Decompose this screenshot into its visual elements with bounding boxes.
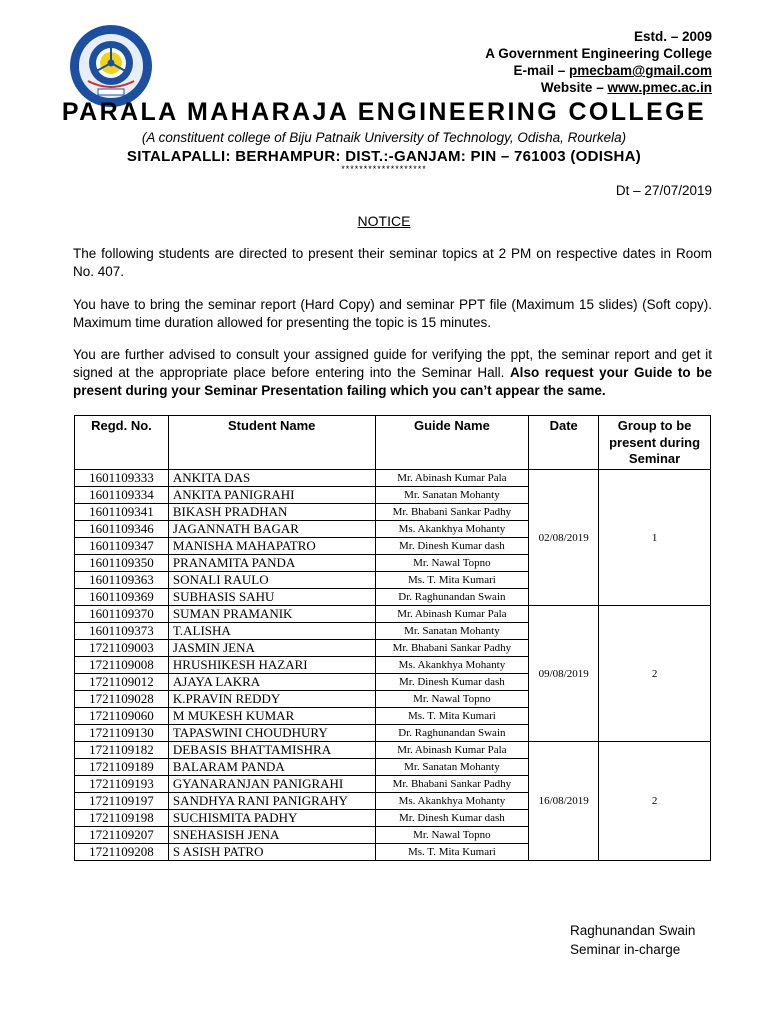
header-date: Date (529, 416, 599, 470)
student-name-cell: ANKITA DAS (168, 470, 375, 487)
signature-block (570, 921, 695, 959)
guide-name-cell: Mr. Dinesh Kumar dash (375, 538, 529, 555)
regd-no-cell: 1601109350 (75, 555, 169, 572)
regd-no-cell: 1601109333 (75, 470, 169, 487)
student-name-cell: BALARAM PANDA (168, 759, 375, 776)
student-name-cell: DEBASIS BHATTAMISHRA (168, 742, 375, 759)
regd-no-cell: 1601109346 (75, 521, 169, 538)
student-name-cell: MANISHA MAHAPATRO (168, 538, 375, 555)
regd-no-cell: 1721109182 (75, 742, 169, 759)
student-name-cell: S ASISH PATRO (168, 844, 375, 861)
table-body (75, 470, 711, 861)
regd-no-cell: 1601109363 (75, 572, 169, 589)
group-cell: 2 (599, 742, 711, 861)
signatory-name: Raghunandan Swain (570, 923, 696, 938)
regd-no-cell: 1601109373 (75, 623, 169, 640)
guide-name-cell: Dr. Raghunandan Swain (375, 589, 529, 606)
presentation-date-cell: 16/08/2019 (529, 742, 599, 861)
govt-college-label: A Government Engineering College (485, 46, 712, 61)
guide-name-cell: Mr. Bhabani Sankar Padhy (375, 504, 529, 521)
guide-name-cell: Mr. Abinash Kumar Pala (375, 470, 529, 487)
guide-name-cell: Mr. Dinesh Kumar dash (375, 674, 529, 691)
student-name-cell: SUMAN PRAMANIK (168, 606, 375, 623)
student-name-cell: SUCHISMITA PADHY (168, 810, 375, 827)
guide-name-cell: Mr. Abinash Kumar Pala (375, 606, 529, 623)
notice-paragraph-1: The following students are directed to present their seminar topics at 2 PM on respective dates in Room No. 407. (73, 246, 712, 279)
student-name-cell: GYANARANJAN PANIGRAHI (168, 776, 375, 793)
student-name-cell: SANDHYA RANI PANIGRAHY (168, 793, 375, 810)
notice-paragraph-3-emphasis: Also request your Guide to be present during your Seminar Presentation failing which you can’t appear the same. (73, 365, 712, 398)
regd-no-cell: 1601109341 (75, 504, 169, 521)
notice-paragraph-2: You have to bring the seminar report (Hard Copy) and seminar PPT file (Maximum 15 slides) (Soft copy). Maximum time duration allowed for presenting the topic is 15 minutes. (73, 297, 712, 330)
guide-name-cell: Ms. Akankhya Mohanty (375, 793, 529, 810)
student-name-cell: JAGANNATH BAGAR (168, 521, 375, 538)
student-name-cell: TAPASWINI CHOUDHURY (168, 725, 375, 742)
regd-no-cell: 1601109370 (75, 606, 169, 623)
guide-name-cell: Ms. T. Mita Kumari (375, 708, 529, 725)
notice-paragraph-3-text: You are further advised to consult your assigned guide for verifying the ppt, the seminar report and get it signed at the appropriate place before entering into the Seminar Hall. (73, 347, 712, 380)
student-name-cell: PRANAMITA PANDA (168, 555, 375, 572)
guide-name-cell: Dr. Raghunandan Swain (375, 725, 529, 742)
group-cell: 2 (599, 606, 711, 742)
table-header-row (75, 416, 711, 470)
guide-name-cell: Mr. Nawal Topno (375, 555, 529, 572)
student-name-cell: HRUSHIKESH HAZARI (168, 657, 375, 674)
notice-paragraph-3 (73, 346, 712, 400)
website-line (485, 79, 712, 96)
regd-no-cell: 1721109197 (75, 793, 169, 810)
table-row (75, 606, 711, 623)
regd-no-cell: 1721109060 (75, 708, 169, 725)
regd-no-cell: 1721109003 (75, 640, 169, 657)
guide-name-cell: Mr. Sanatan Mohanty (375, 759, 529, 776)
established-year: Estd. – 2009 (633, 29, 712, 44)
header-regd-no: Regd. No. (75, 416, 169, 470)
header-guide-name: Guide Name (375, 416, 529, 470)
signatory-role: Seminar in-charge (570, 942, 681, 957)
regd-no-cell: 1721109207 (75, 827, 169, 844)
student-name-cell: K.PRAVIN REDDY (168, 691, 375, 708)
header-separator-stars: ******************* (341, 164, 427, 174)
header-group: Group to be present during Seminar (599, 416, 711, 470)
student-name-cell: JASMIN JENA (168, 640, 375, 657)
presentation-date-cell: 02/08/2019 (529, 470, 599, 606)
regd-no-cell: 1721109189 (75, 759, 169, 776)
college-name: PARALA MAHARAJA ENGINEERING COLLEGE (61, 98, 707, 126)
guide-name-cell: Mr. Sanatan Mohanty (375, 487, 529, 504)
email-link[interactable]: pmecbam@gmail.com (569, 63, 712, 78)
table-row (75, 470, 711, 487)
email-label: E-mail – (513, 63, 570, 78)
seminar-schedule-table (74, 415, 711, 861)
regd-no-cell: 1721109008 (75, 657, 169, 674)
student-name-cell: SNEHASISH JENA (168, 827, 375, 844)
guide-name-cell: Mr. Abinash Kumar Pala (375, 742, 529, 759)
guide-name-cell: Ms. T. Mita Kumari (375, 844, 529, 861)
presentation-date-cell: 09/08/2019 (529, 606, 599, 742)
guide-name-cell: Mr. Nawal Topno (375, 827, 529, 844)
email-line (485, 62, 712, 79)
guide-name-cell: Mr. Dinesh Kumar dash (375, 810, 529, 827)
guide-name-cell: Ms. Akankhya Mohanty (375, 521, 529, 538)
college-affiliation: (A constituent college of Biju Patnaik University of Technology, Odisha, Rourkela) (141, 130, 627, 145)
notice-title: NOTICE (357, 213, 411, 229)
regd-no-cell: 1721109208 (75, 844, 169, 861)
student-name-cell: T.ALISHA (168, 623, 375, 640)
guide-name-cell: Mr. Nawal Topno (375, 691, 529, 708)
group-cell: 1 (599, 470, 711, 606)
regd-no-cell: 1601109334 (75, 487, 169, 504)
regd-no-cell: 1601109347 (75, 538, 169, 555)
regd-no-cell: 1721109028 (75, 691, 169, 708)
website-link[interactable]: www.pmec.ac.in (607, 80, 712, 95)
notice-date: Dt – 27/07/2019 (615, 183, 712, 198)
regd-no-cell: 1721109130 (75, 725, 169, 742)
student-name-cell: BIKASH PRADHAN (168, 504, 375, 521)
college-address: SITALAPALLI: BERHAMPUR: DIST.:-GANJAM: PIN – 761003 (ODISHA) (126, 148, 642, 165)
header-student-name: Student Name (168, 416, 375, 470)
student-name-cell: M MUKESH KUMAR (168, 708, 375, 725)
student-name-cell: SUBHASIS SAHU (168, 589, 375, 606)
guide-name-cell: Mr. Bhabani Sankar Padhy (375, 640, 529, 657)
guide-name-cell: Mr. Sanatan Mohanty (375, 623, 529, 640)
table-row (75, 742, 711, 759)
student-name-cell: SONALI RAULO (168, 572, 375, 589)
guide-name-cell: Ms. T. Mita Kumari (375, 572, 529, 589)
student-name-cell: ANKITA PANIGRAHI (168, 487, 375, 504)
regd-no-cell: 1721109198 (75, 810, 169, 827)
regd-no-cell: 1601109369 (75, 589, 169, 606)
guide-name-cell: Mr. Bhabani Sankar Padhy (375, 776, 529, 793)
regd-no-cell: 1721109012 (75, 674, 169, 691)
college-contact-block (485, 28, 712, 96)
guide-name-cell: Ms. Akankhya Mohanty (375, 657, 529, 674)
student-name-cell: AJAYA LAKRA (168, 674, 375, 691)
regd-no-cell: 1721109193 (75, 776, 169, 793)
college-logo (68, 23, 154, 109)
website-label: Website – (540, 80, 608, 95)
